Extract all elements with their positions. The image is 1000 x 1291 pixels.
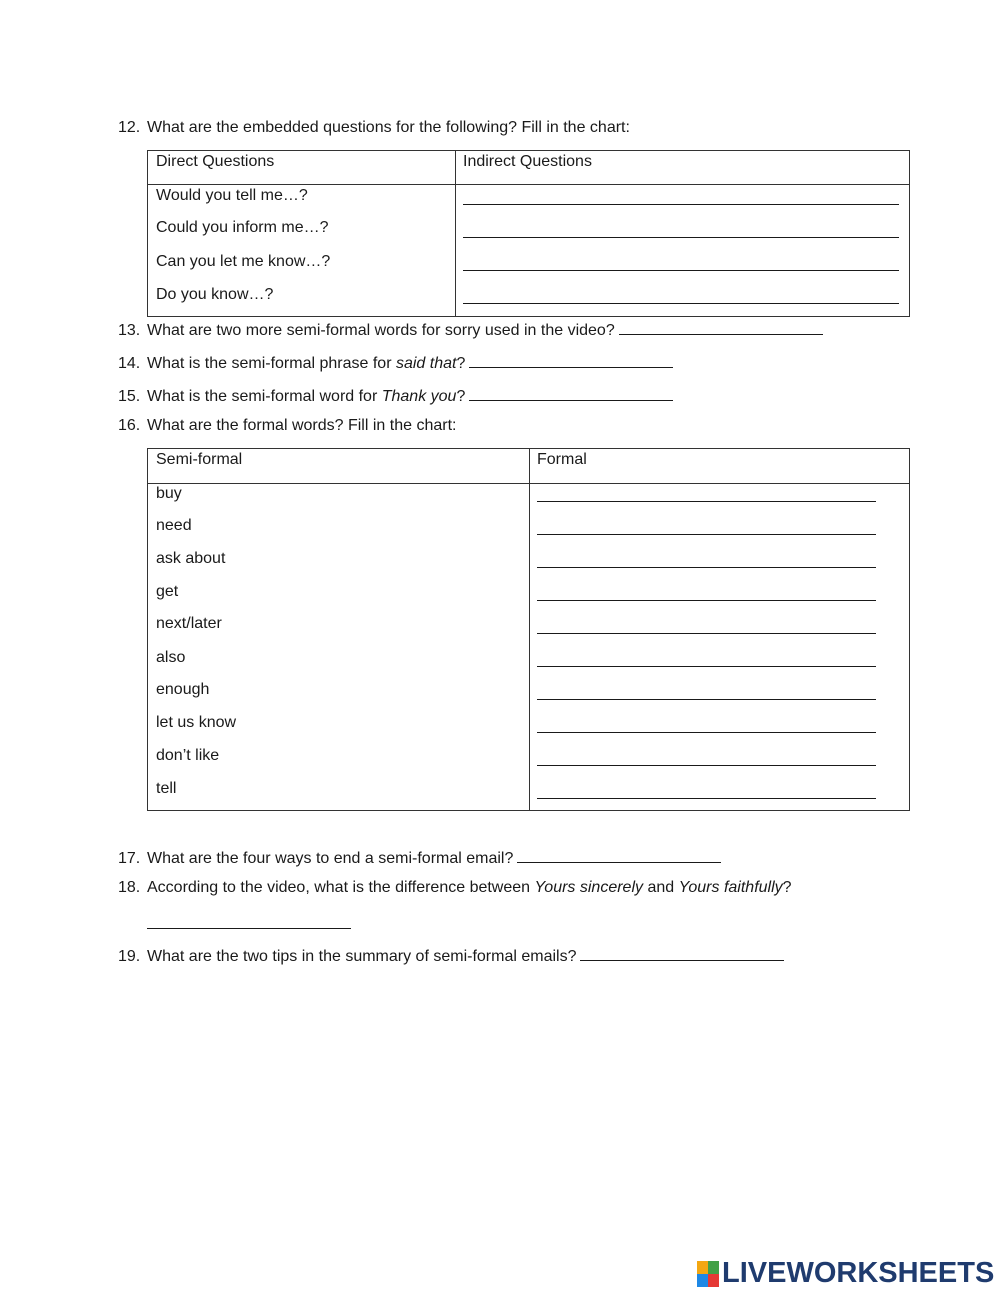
table-row-semi-formal: tell (156, 780, 177, 797)
answer-blank[interactable] (537, 699, 876, 700)
question-text: What are two more semi-formal words for sorry used in the video? (147, 322, 615, 339)
table-row-semi-formal: ask about (156, 550, 226, 567)
logo-mark-icon (697, 1261, 719, 1287)
answer-blank[interactable] (537, 765, 876, 766)
question-12 (118, 118, 630, 138)
table-row-semi-formal: need (156, 517, 192, 534)
question-emphasis: Yours faithfully (678, 879, 783, 896)
answer-blank[interactable] (537, 600, 876, 601)
answer-blank[interactable] (537, 534, 876, 535)
table-row-semi-formal: don’t like (156, 747, 220, 764)
answer-blank[interactable] (537, 567, 876, 568)
question-number: 14. (118, 355, 141, 372)
table-header-semi-formal: Semi-formal (156, 451, 243, 468)
answer-blank[interactable] (463, 204, 899, 205)
answer-blank[interactable] (619, 318, 823, 335)
question-number: 18. (118, 879, 141, 896)
question-text: What are the embedded questions for the following? Fill in the chart: (147, 119, 630, 136)
question-15 (118, 384, 673, 407)
question-text-end: ? (782, 879, 792, 896)
question-number: 13. (118, 322, 141, 339)
semi-formal-formal-table (147, 448, 910, 811)
table-row-direct: Could you inform me…? (156, 219, 329, 236)
table-row-direct: Can you let me know…? (156, 253, 331, 270)
liveworksheets-logo (697, 1257, 994, 1290)
answer-blank[interactable] (463, 303, 899, 304)
table-row-direct: Would you tell me…? (156, 187, 308, 204)
table-row-semi-formal: enough (156, 681, 210, 698)
question-13 (118, 318, 823, 341)
question-number: 19. (118, 948, 141, 965)
question-14 (118, 351, 673, 374)
answer-blank[interactable] (469, 351, 673, 368)
logo-text: LIVEWORKSHEETS (722, 1257, 995, 1289)
question-text: What are the four ways to end a semi-formal email? (147, 850, 514, 867)
question-18 (118, 878, 792, 898)
question-text-end: ? (456, 355, 466, 372)
table-header-direct: Direct Questions (156, 153, 275, 170)
answer-blank[interactable] (537, 666, 876, 667)
question-19 (118, 944, 784, 967)
question-16 (118, 416, 456, 436)
table-header-indirect: Indirect Questions (463, 153, 592, 170)
question-text: What are the two tips in the summary of semi-formal emails? (147, 948, 577, 965)
question-number: 15. (118, 388, 141, 405)
answer-blank[interactable] (537, 633, 876, 634)
table-row-semi-formal: buy (156, 485, 182, 502)
table-row-semi-formal: next/later (156, 615, 222, 632)
question-number: 16. (118, 417, 141, 434)
direct-indirect-table (147, 150, 910, 317)
question-number: 17. (118, 850, 141, 867)
answer-blank[interactable] (537, 798, 876, 799)
answer-blank[interactable] (537, 501, 876, 502)
answer-blank[interactable] (463, 237, 899, 238)
table-header-formal: Formal (537, 451, 587, 468)
table-row-direct: Do you know…? (156, 286, 274, 303)
table-row-semi-formal: get (156, 583, 179, 600)
question-17 (118, 846, 721, 869)
answer-blank[interactable] (463, 270, 899, 271)
answer-blank[interactable] (580, 944, 784, 961)
question-text: What are the formal words? Fill in the chart: (147, 417, 457, 434)
answer-blank[interactable] (517, 846, 721, 863)
question-text: What is the semi-formal word for (147, 388, 382, 405)
answer-blank[interactable] (469, 384, 673, 401)
question-emphasis: Yours sincerely (534, 879, 643, 896)
answer-blank[interactable] (537, 732, 876, 733)
question-emphasis: said that (395, 355, 457, 372)
question-text: What is the semi-formal phrase for (147, 355, 396, 372)
question-emphasis: Thank you (381, 388, 457, 405)
question-text: According to the video, what is the difference between (147, 879, 535, 896)
answer-blank[interactable] (147, 928, 351, 929)
question-number: 12. (118, 119, 141, 136)
question-text-mid: and (643, 879, 679, 896)
table-row-semi-formal: also (156, 649, 186, 666)
question-text-end: ? (456, 388, 466, 405)
table-row-semi-formal: let us know (156, 714, 237, 731)
